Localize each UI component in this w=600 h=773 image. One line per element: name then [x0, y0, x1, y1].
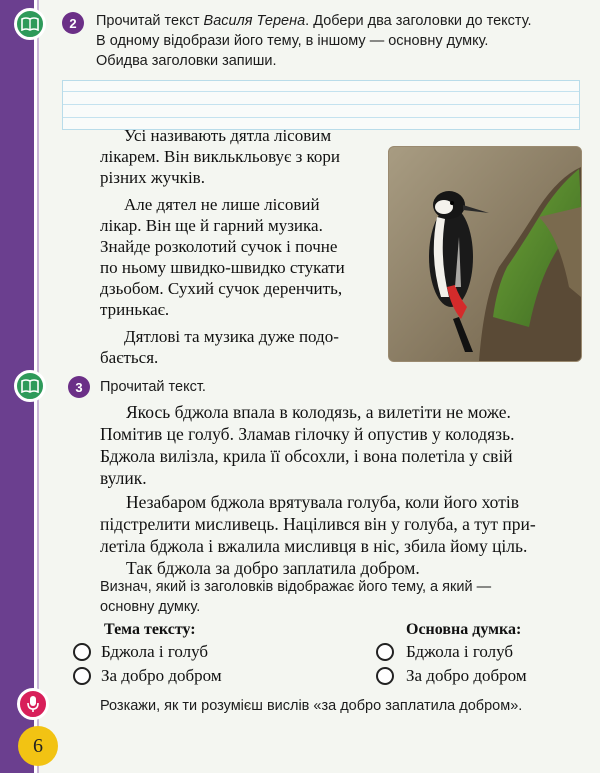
task3-text-line: підстрелити мисливець. Націлився він у голуба, а тут при- [100, 514, 536, 534]
task2-instruction-line2: В одному відобрази його тему, в іншому — основну думку. [96, 33, 489, 49]
task3-text-line: летіла бджола і вжалила мисливця в ніс, збила йому ціль. [100, 536, 528, 556]
book-icon [14, 8, 46, 40]
task-number-2: 2 [62, 12, 84, 34]
answer-writing-lines[interactable] [62, 80, 580, 130]
task3-question-line1: Визнач, який із заголовків відображає його тему, а який — [100, 579, 492, 595]
book-icon [14, 370, 46, 402]
theme-option-2-label: За добро добром [101, 666, 222, 685]
idea-option-2-label: За добро добром [406, 666, 527, 685]
task2-text-line: Знайде розколотий сучок і почне [100, 237, 338, 256]
task2-text-line: Але дятел не лише лісовий [124, 195, 320, 214]
task2-text-line: бається. [100, 348, 159, 367]
task3-text-line: Так бджола за добро заплатила добром. [126, 558, 420, 578]
checkbox-idea-option-1[interactable] [376, 643, 394, 661]
task2-text-line: лікар. Він ще й гарний музика. [100, 216, 323, 235]
task3-instruction: Прочитай текст. [100, 379, 206, 395]
task-number-3: 3 [68, 376, 90, 398]
task2-instruction-line1: Прочитай текст Василя Терена. Добери два заголовки до тексту. [96, 13, 532, 29]
task3-text-line: Помітив це голуб. Зламав гілочку й опустив у колодязь. [100, 424, 515, 444]
column-header-main-idea: Основна думка: [406, 621, 522, 638]
checkbox-theme-option-1[interactable] [73, 643, 91, 661]
task3-text-line: Незабаром бджола врятувала голуба, коли його хотів [126, 492, 519, 512]
task3-text-line: вулик. [100, 468, 147, 488]
task3-text-line: Якось бджола впала в колодязь, а вилетіти не може. [126, 402, 511, 422]
page-number: 6 [18, 726, 58, 766]
task2-text-line: різних жучків. [100, 168, 205, 187]
task3-final-task: Розкажи, як ти розумієш вислів «за добро заплатила добром». [100, 698, 523, 714]
idea-option-1-label: Бджола і голуб [406, 642, 514, 661]
task2-text-line: дзьобом. Сухий сучок деренчить, [100, 279, 343, 298]
task2-instruction-line3: Обидва заголовки запиши. [96, 53, 277, 69]
task2-text-line: тринькає. [100, 300, 170, 319]
task3-question-line2: основну думку. [100, 599, 201, 615]
task2-text-line: Усі називають дятла лісовим [124, 126, 332, 145]
theme-option-1-label: Бджола і голуб [101, 642, 209, 661]
task3-text-line: Бджола вилізла, крила її обсохли, і вона полетіла у свій [100, 446, 513, 466]
microphone-icon [17, 688, 49, 720]
woodpecker-photo [388, 146, 582, 362]
task2-text-line: по ньому швидко-швидко стукати [100, 258, 345, 277]
task2-text-line: лікарем. Він виклькльовує з кори [100, 147, 341, 166]
checkbox-idea-option-2[interactable] [376, 667, 394, 685]
column-header-theme: Тема тексту: [104, 621, 196, 638]
task2-text-line: Дятлові та музика дуже подо- [124, 327, 339, 346]
checkbox-theme-option-2[interactable] [73, 667, 91, 685]
